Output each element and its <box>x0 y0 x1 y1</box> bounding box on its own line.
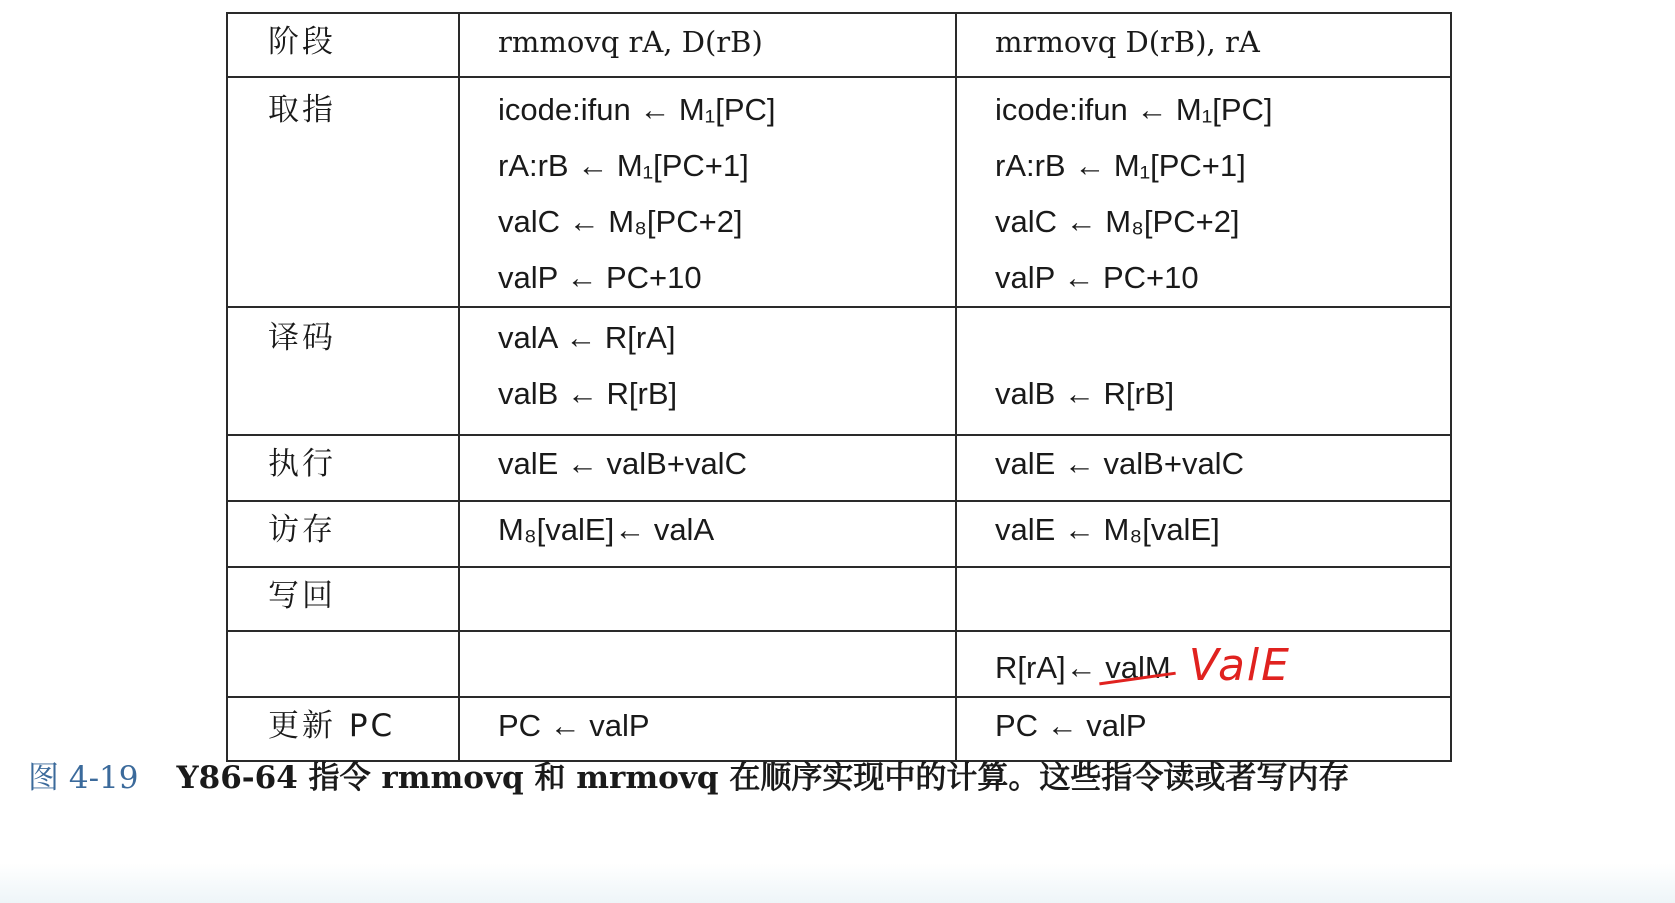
table-row-execute <box>227 435 1451 501</box>
header-rmmovq: rmmovq rA, D(rB) <box>459 13 956 77</box>
rmmovq-writeback-detail-cell <box>459 631 956 697</box>
mrmovq-writeback-detail-cell <box>956 631 1451 697</box>
struck-valm: valM <box>1105 650 1171 685</box>
mrmovq-writeback-cell <box>956 567 1451 631</box>
caption-text: Y86-64 指令 rmmovq 和 mrmovq 在顺序实现中的计算。这些指令读或者写内存 <box>176 760 1350 796</box>
mrmovq-fetch-cell: icode:ifun ← M₁[PC] rA:rB ← M₁[PC+1] valC ← M₈[PC+2] valP ← PC+10 <box>956 77 1451 307</box>
rmmovq-fetch-cell: icode:ifun ← M₁[PC] rA:rB ← M₁[PC+1] valC ← M₈[PC+2] valP ← PC+10 <box>459 77 956 307</box>
instruction-computation-table <box>226 12 1452 762</box>
table-row-fetch <box>227 77 1451 307</box>
handwritten-correction: ValE <box>1188 640 1291 691</box>
stage-label: 执行 <box>227 435 459 501</box>
table-row-memory <box>227 501 1451 567</box>
table-row-writeback <box>227 567 1451 631</box>
stage-label: 更新 PC <box>227 697 459 761</box>
rmmovq-execute-cell: valE ← valB+valC <box>459 435 956 501</box>
mrmovq-execute-cell: valE ← valB+valC <box>956 435 1451 501</box>
page-bottom-tint <box>0 863 1675 903</box>
stage-label <box>227 631 459 697</box>
header-stage: 阶段 <box>227 13 459 77</box>
stage-label: 写回 <box>227 567 459 631</box>
table-header-row <box>227 13 1451 77</box>
rmmovq-pc-cell: PC ← valP <box>459 697 956 761</box>
writeback-expression: R[rA]← <box>995 650 1106 685</box>
stage-label: 译码 <box>227 307 459 435</box>
figure-caption <box>28 752 1668 797</box>
rmmovq-decode-cell: valA ← R[rA] valB ← R[rB] <box>459 307 956 435</box>
stage-label: 访存 <box>227 501 459 567</box>
rmmovq-memory-cell: M₈[valE]← valA <box>459 501 956 567</box>
figure-number: 图 4-19 <box>28 760 139 796</box>
mrmovq-pc-cell: PC ← valP <box>956 697 1451 761</box>
stage-label: 取指 <box>227 77 459 307</box>
mrmovq-decode-cell: valB ← R[rB] <box>956 307 1451 435</box>
rmmovq-writeback-cell <box>459 567 956 631</box>
header-mrmovq: mrmovq D(rB), rA <box>956 13 1451 77</box>
table-row-writeback-detail <box>227 631 1451 697</box>
table-row-decode <box>227 307 1451 435</box>
mrmovq-memory-cell: valE ← M₈[valE] <box>956 501 1451 567</box>
